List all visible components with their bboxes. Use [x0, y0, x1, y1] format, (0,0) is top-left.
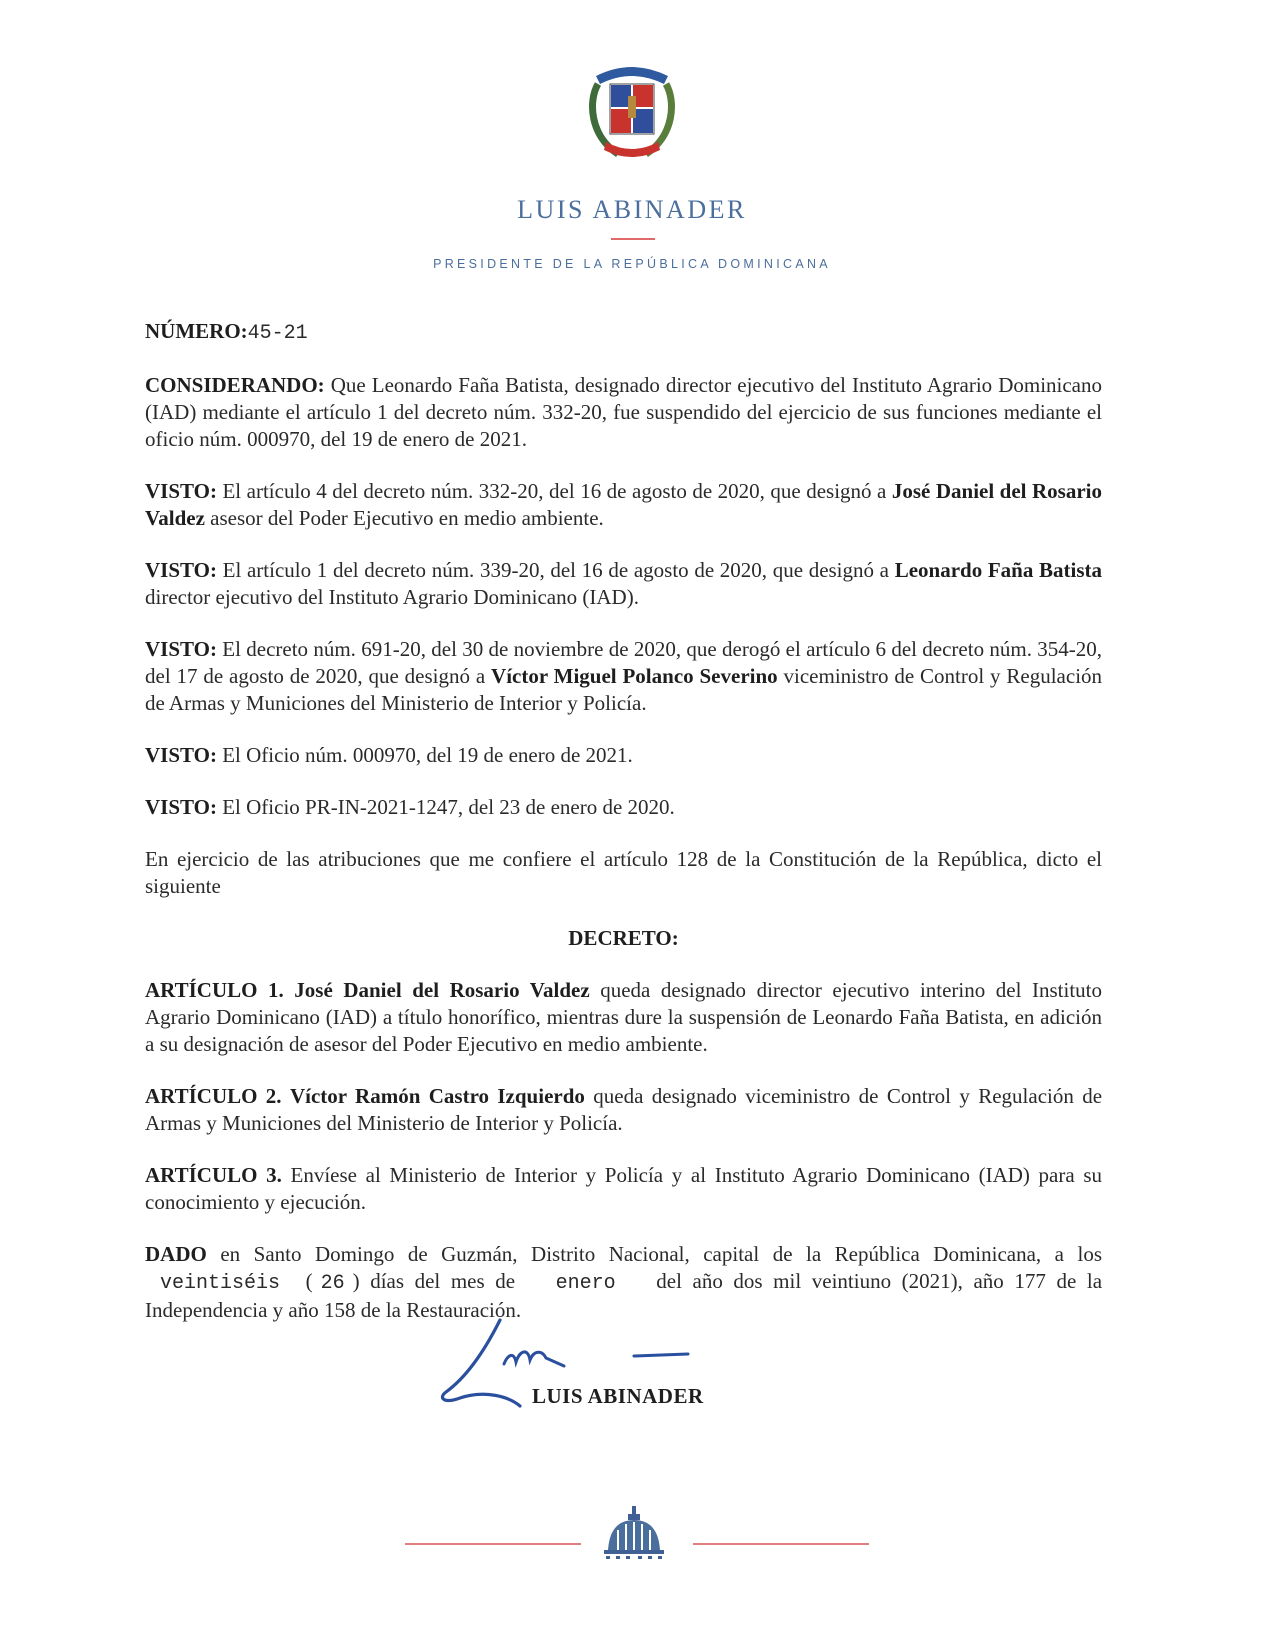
decreto-heading-text: DECRETO: [568, 926, 679, 950]
dado-paragraph [145, 1241, 1102, 1324]
coat-of-arms-icon [578, 56, 686, 166]
dado-text: del año dos mil veintiuno (2021), año 177 de la Independencia y año 158 de la Restauración. [145, 1269, 1103, 1322]
visto-text: El artículo 1 del decreto núm. 339-20, del 16 de agosto de 2020, que designó a [222, 558, 890, 582]
visto-text: El decreto núm. 691-20, del 30 de noviembre de 2020, que derogó el artículo 6 del decreto núm. 354-20, del 17 de agosto de 2020, que designó a [145, 637, 1103, 688]
articulo-person-name: José Daniel del Rosario Valdez [294, 978, 590, 1002]
articulo-3 [145, 1162, 1102, 1216]
visto-text: director ejecutivo del Instituto Agrario Dominicano (IAD). [145, 585, 639, 609]
visto-label: VISTO: [145, 479, 217, 503]
visto-person-name: José Daniel del Rosario Valdez [145, 479, 1103, 530]
considerando-text: Que Leonardo Faña Batista, designado director ejecutivo del Instituto Agrario Dominicano (IAD) mediante el artículo 1 del decreto núm. 332-20, fue suspendido del ejercicio de sus funciones mediante el oficio núm. 000970, del 19 de enero de 2021. [145, 373, 1103, 451]
header-divider [611, 238, 655, 240]
handwritten-signature [438, 1318, 718, 1428]
articulo-label: ARTÍCULO 3. [145, 1163, 282, 1187]
month-fill: enero [555, 1272, 616, 1295]
visto-label: VISTO: [145, 558, 217, 582]
visto-text: viceministro de Control y Regulación de Armas y Municiones del Ministerio de Interior y Policía. [145, 664, 1103, 715]
articulo-1 [145, 977, 1102, 1058]
visto-person-name: Víctor Miguel Polanco Severino [491, 664, 778, 688]
articulo-label: ARTÍCULO 2. [145, 1084, 282, 1108]
paren-open: ( [305, 1269, 313, 1293]
visto-paragraph-5 [145, 794, 1102, 821]
decree-number-label: NÚMERO: [145, 319, 248, 343]
visto-paragraph-3 [145, 636, 1102, 717]
dado-text: en Santo Domingo de Guzmán, Distrito Nacional, capital de la República Dominicana, a los [220, 1242, 1102, 1266]
articulo-text: queda designado viceministro de Control y Regulación de Armas y Municiones del Ministerio de Interior y Policía. [145, 1084, 1103, 1135]
day-number-fill: 26 [320, 1272, 345, 1295]
articulo-2 [145, 1083, 1102, 1137]
visto-paragraph-2 [145, 557, 1102, 611]
president-title: PRESIDENTE DE LA REPÚBLICA DOMINICANA [433, 257, 831, 271]
visto-paragraph-1 [145, 478, 1102, 532]
considerando-paragraph [145, 372, 1102, 453]
footer-rule-left [405, 1543, 581, 1545]
footer-rule-right [693, 1543, 869, 1545]
decreto-heading [145, 925, 1102, 952]
decree-number-value: 45-21 [247, 322, 308, 345]
visto-label: VISTO: [145, 637, 217, 661]
decree-number [145, 318, 1102, 347]
visto-text: asesor del Poder Ejecutivo en medio ambiente. [210, 506, 604, 530]
articulo-label: ARTÍCULO 1. [145, 978, 284, 1002]
dado-label: DADO [145, 1242, 207, 1266]
decree-body [145, 318, 1102, 1349]
visto-text: El artículo 4 del decreto núm. 332-20, del 16 de agosto de 2020, que designó a [222, 479, 887, 503]
visto-label: VISTO: [145, 795, 217, 819]
articulo-text: Envíese al Ministerio de Interior y Policía y al Instituto Agrario Dominicano (IAD) para su conocimiento y ejecución. [145, 1163, 1103, 1214]
articulo-person-name: Víctor Ramón Castro Izquierdo [289, 1084, 585, 1108]
visto-person-name: Leonardo Faña Batista [894, 558, 1103, 582]
visto-paragraph-4 [145, 742, 1102, 769]
paren-close: ) [352, 1269, 360, 1293]
day-words-fill: veintiséis [159, 1272, 281, 1295]
capitol-dome-icon [602, 1506, 666, 1560]
articulo-text: queda designado director ejecutivo interino del Instituto Agrario Dominicano (IAD) a título honorífico, mientras dure la suspensión de Leonardo Faña Batista, en adición a su designación de asesor del Poder Ejecutivo en medio ambiente. [145, 978, 1103, 1056]
visto-text: El Oficio PR-IN-2021-1247, del 23 de enero de 2020. [222, 795, 675, 819]
dado-text: días del mes de [370, 1269, 516, 1293]
signatory-name: LUIS ABINADER [532, 1384, 704, 1408]
ejercicio-paragraph: En ejercicio de las atribuciones que me confiere el artículo 128 de la Constitución de la República, dicto el siguiente [145, 847, 1102, 898]
visto-label: VISTO: [145, 743, 217, 767]
president-name: LUIS ABINADER [517, 195, 747, 224]
visto-text: El Oficio núm. 000970, del 19 de enero de 2021. [222, 743, 633, 767]
considerando-label: CONSIDERANDO: [145, 373, 325, 397]
